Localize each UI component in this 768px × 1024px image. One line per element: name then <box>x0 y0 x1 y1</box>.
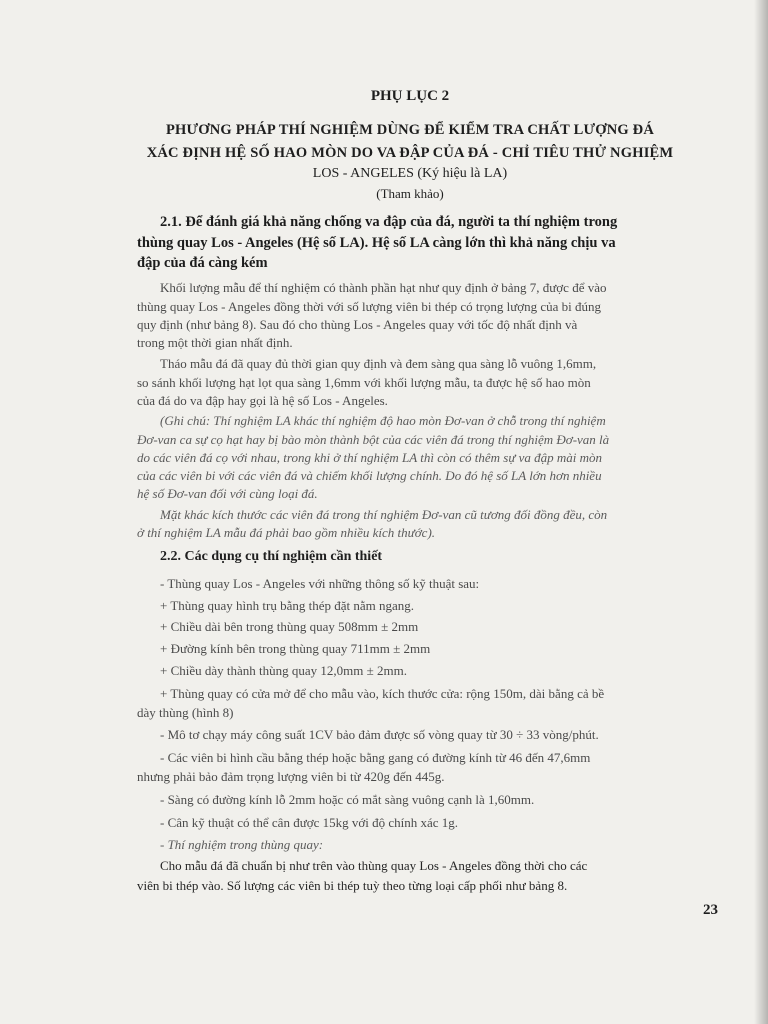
section-2-2-heading: 2.2. Các dụng cụ thí nghiệm cần thiết <box>160 549 383 564</box>
paragraph-2-line-3: của đá do va đập hay gọi là hệ số Los - Angeles. <box>137 393 388 408</box>
italic-note-line-3: do các viên đá cọ với nhau, trong khi ở thí nghiệm LA thì còn có thêm sự va đập mài mòn <box>137 450 603 465</box>
procedure-line-1: Cho mẫu đá đã chuẩn bị như trên vào thùng quay Los - Angeles đồng thời cho các <box>160 858 588 873</box>
balls-line-2: nhưng phải bảo đảm trọng lượng viên bi từ 420g đến 445g. <box>137 769 445 784</box>
paragraph-2-line-1: Tháo mẫu đá đã quay đủ thời gian quy định và đem sàng qua sàng lỗ vuông 1,6mm, <box>160 356 597 371</box>
italic-note-2-line-1: Mặt khác kích thước các viên đá trong thí nghiệm Đơ-van cũ tương đối đồng đều, còn <box>160 507 608 522</box>
section-2-1-line-2: thùng quay Los - Angeles (Hệ số LA). Hệ số LA càng lớn thì khả năng chịu va <box>137 235 616 251</box>
door-line-1: + Thùng quay có cửa mở để cho mẫu vào, kích thước cửa: rộng 150m, dài bằng cả bề <box>160 686 605 701</box>
italic-note-line-4: của các viên bi với các viên đá và chiếm khối lượng chính. Do đó hệ số LA lớn hơn nhiều <box>137 468 602 483</box>
italic-note-line-5: hệ số Đơ-van đối với cùng loại đá. <box>137 486 318 501</box>
italic-note-line-1: (Ghi chú: Thí nghiệm LA khác thí nghiệm độ hao mòn Đơ-van ở chỗ trong thí nghiệm <box>160 413 606 428</box>
equipment-line-4: + Đường kính bên trong thùng quay 711mm ± 2mm <box>160 641 431 656</box>
paragraph-1-line-2: thùng quay Los - Angeles đồng thời với số lượng viên bi thép có trọng lượng của bi đúng <box>137 299 602 314</box>
section-2-1-line-1: 2.1. Để đánh giá khả năng chống va đập của đá, người ta thí nghiệm trong <box>160 214 618 230</box>
page-number: 23 <box>703 902 718 918</box>
motor-line: - Mô tơ chạy máy công suất 1CV bảo đảm được số vòng quay từ 30 ÷ 33 vòng/phút. <box>160 727 599 742</box>
equipment-line-1: - Thùng quay Los - Angeles với những thông số kỹ thuật sau: <box>160 576 480 591</box>
procedure-line-2: viên bi thép vào. Số lượng các viên bi thép tuỳ theo từng loại cấp phối như bảng 8. <box>137 878 568 893</box>
paragraph-1-line-1: Khối lượng mẫu để thí nghiệm có thành phần hạt như quy định ở bảng 7, được để vào <box>160 280 607 295</box>
door-line-2: dày thùng (hình 8) <box>137 705 234 720</box>
section-2-1-line-3: đập của đá càng kém <box>137 255 268 271</box>
paragraph-1-line-4: trong một thời gian nhất định. <box>137 335 293 350</box>
procedure-heading: - Thí nghiệm trong thùng quay: <box>160 837 324 852</box>
appendix-title: PHỤ LỤC 2 <box>370 88 450 104</box>
sieve-line: - Sàng có đường kính lỗ 2mm hoặc có mắt sàng vuông cạnh là 1,60mm. <box>160 792 535 807</box>
main-title-line-2: XÁC ĐỊNH HỆ SỐ HAO MÒN DO VA ĐẬP CỦA ĐÁ - CHỈ TIÊU THỬ NGHIỆM <box>146 145 674 161</box>
main-title-line-1: PHƯƠNG PHÁP THÍ NGHIỆM DÙNG ĐỂ KIỂM TRA CHẤT LƯỢNG ĐÁ <box>165 122 655 138</box>
paragraph-2-line-2: so sánh khối lượng hạt lọt qua sàng 1,6mm với khối lượng mẫu, ta được hệ số hao mòn <box>137 375 591 390</box>
italic-note-line-2: Đơ-van ca sự cọ hạt hay bị bào mòn thành bột của các viên đá trong thí nghiệm Đơ-van là <box>137 432 610 447</box>
reference-note: (Tham khảo) <box>376 186 444 201</box>
equipment-line-2: + Thùng quay hình trụ bằng thép đặt nằm ngang. <box>160 598 415 613</box>
main-title-line-3: LOS - ANGELES (Ký hiệu là LA) <box>312 166 508 181</box>
equipment-line-3: + Chiều dài bên trong thùng quay 508mm ± 2mm <box>160 619 419 634</box>
scale-line: - Cân kỹ thuật có thể cân được 15kg với độ chính xác 1g. <box>160 815 459 830</box>
equipment-line-5: + Chiều dày thành thùng quay 12,0mm ± 2mm. <box>160 663 407 678</box>
paragraph-1-line-3: quy định (như bảng 8). Sau đó cho thùng Los - Angeles quay với tốc độ nhất định và <box>137 317 578 332</box>
italic-note-2-line-2: ở thí nghiệm LA mẫu đá phải bao gồm nhiều kích thước). <box>137 525 436 540</box>
balls-line-1: - Các viên bi hình cầu bằng thép hoặc bằng gang có đường kính từ 46 đến 47,6mm <box>160 750 591 765</box>
page-edge-shadow <box>754 0 768 1024</box>
